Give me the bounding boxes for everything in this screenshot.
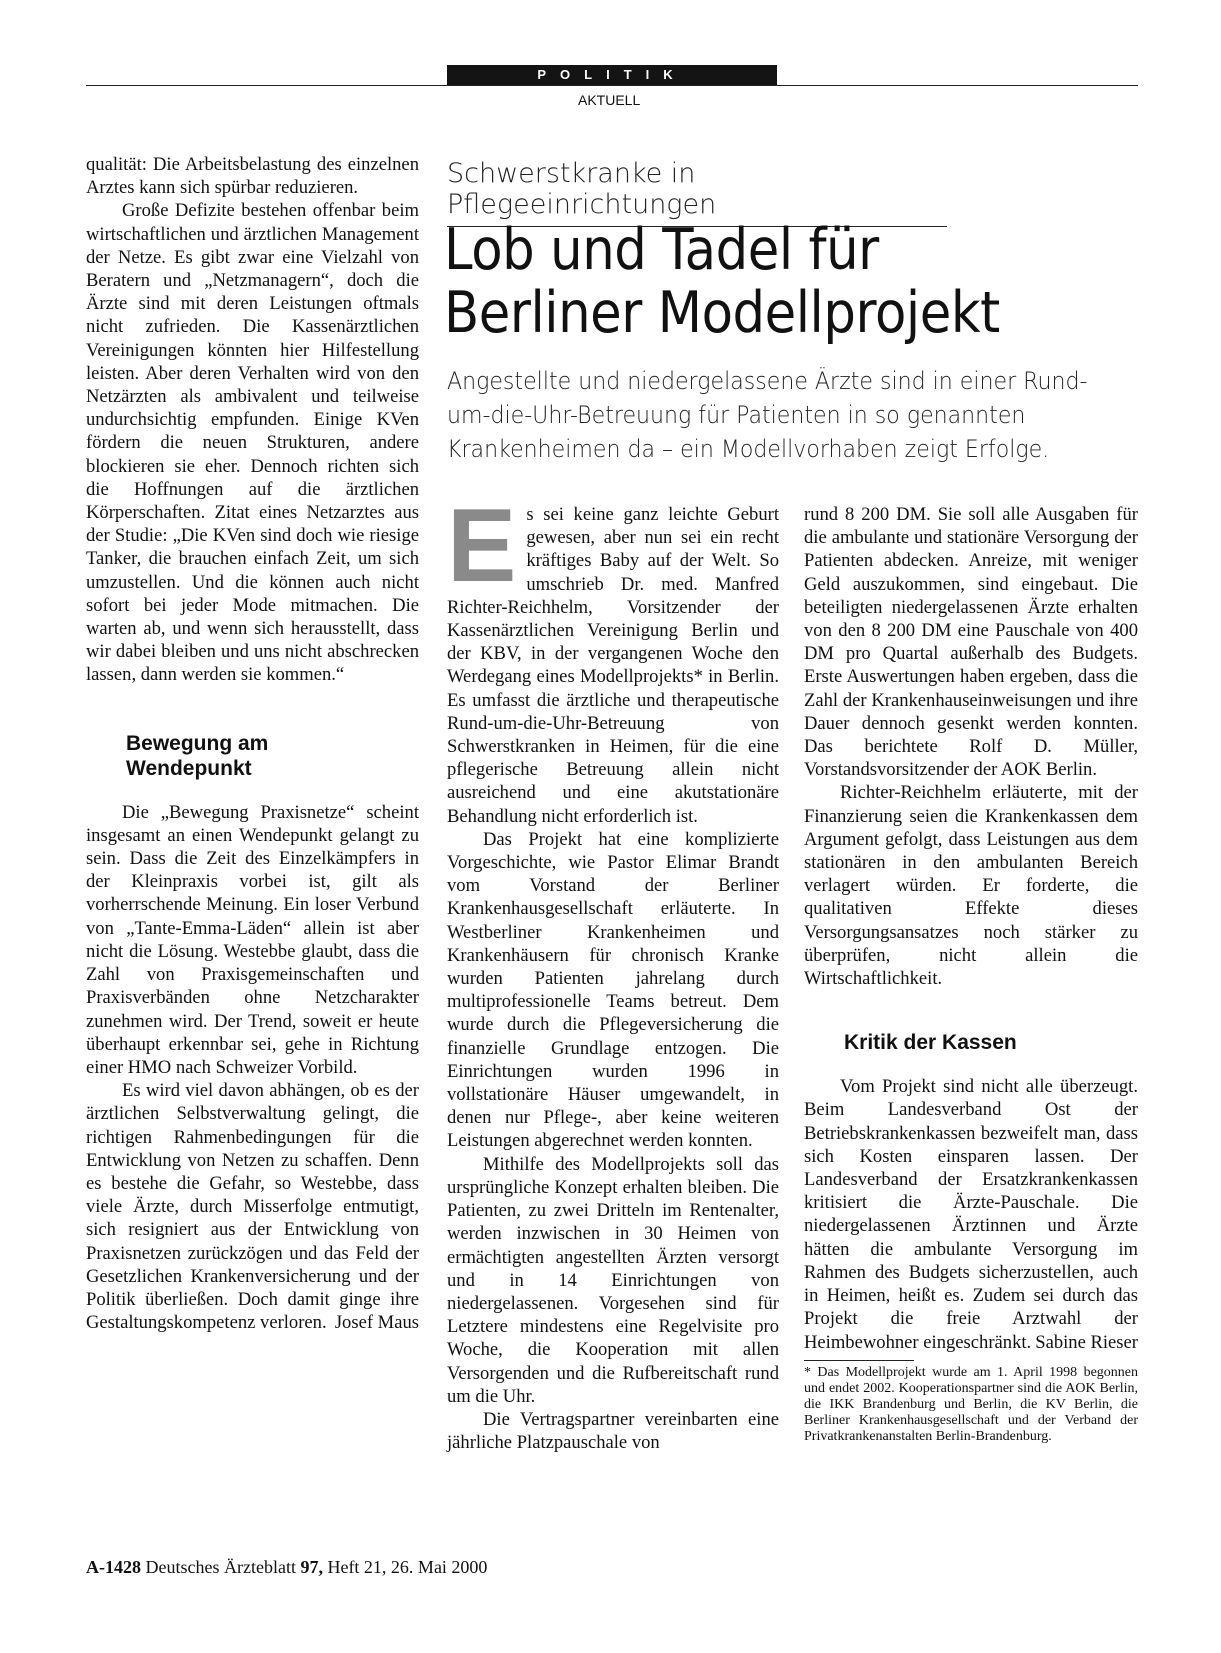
middle-column bbox=[447, 488, 779, 1454]
left-paragraph: Es wird viel davon abhängen, ob es der ärztlichen Selbstverwaltung gelingt, die richtigen Rahmenbedingungen für die Entwicklung von Netzen zu schaffen. Denn es bestehe die Gefahr, so Westebbe, dass viele Ärzte, durch Misserfolge entmutigt, sich resigniert aus der Entwicklung von Praxisnetzen zurückzögen und das Feld der Gesetzlichen Krankenversicherung und der Politik überließen. Doch damit ginge ihre Gestaltungskompetenz verloren. bbox=[86, 1080, 419, 1334]
headline-line: Lob und Tadel für bbox=[444, 217, 879, 283]
header-rule bbox=[86, 85, 1138, 86]
journal-volume: 97, bbox=[300, 1557, 323, 1577]
left-author: Josef Maus bbox=[334, 1312, 419, 1334]
subsection-label: AKTUELL bbox=[578, 92, 641, 108]
article-deck: Angestellte und niedergelassene Ärzte sind in einer Rund-um-die-Uhr-Betreuung für Patienten in so genannten Krankenheimen da – ein Modellvorhaben zeigt Erfolge. bbox=[447, 367, 1088, 463]
left-subhead: Bewegung am Wendepunkt bbox=[126, 731, 269, 780]
journal-issue: Heft 21, 26. Mai 2000 bbox=[327, 1557, 488, 1577]
right-subhead: Kritik der Kassen bbox=[844, 1031, 1017, 1055]
left-column bbox=[86, 153, 419, 1335]
section-label: POLITIK bbox=[447, 65, 777, 85]
article-paragraph: Das Projekt hat eine komplizierte Vorgeschichte, wie Pastor Elimar Brandt vom Vorstand der Berliner Krankenhausgesellschaft erläuterte. In Westberliner Krankenheimen und Krankenhäusern für chronisch Kranke wurden Patienten jahrelang durch multiprofessionelle Teams betreut. Dem wurde durch die Pflegeversicherung die finanzielle Grundlage entzogen. Die Einrichtungen wurden 1996 in vollstationäre Häuser umgewandelt, in denen nur Pflege-, aber keine weiteren Leistungen abgerechnet werden konnten. bbox=[447, 828, 779, 1152]
article-paragraph: Mithilfe des Modellprojekts soll das ursprüngliche Konzept erhalten bleiben. Die Patienten, zu zwei Dritteln im Rentenalter, werden inzwischen in 30 Heimen von ermächtigten angestellten Ärzten versorgt und in 14 Einrichtungen von niedergelassenen. Vorgesehen sind für Letztere mindestens eine Regelvisite pro Woche, die Kooperation mit allen Versorgenden und die Rufbereitschaft rund um die Uhr. bbox=[447, 1153, 779, 1407]
right-column bbox=[804, 503, 1138, 1445]
article-paragraph: rund 8 200 DM. Sie soll alle Ausgaben für die ambulante und stationäre Versorgung der Patienten abdecken. Anreize, mit weniger Geld auszukommen, sind eingebaut. Die beteiligten niedergelassenen Ärzte erhalten von den 8 200 DM eine Pauschale von 400 DM pro Quartal außerhalb des Budgets. Erste Auswertungen haben ergeben, dass die Zahl der Krankenhauseinweisungen und ihre Dauer dennoch gesenkt werden konnten. Das berichtete Rolf D. Müller, Vorstandsvorsitzender der AOK Berlin. bbox=[804, 504, 1138, 781]
page-number: A-1428 bbox=[86, 1557, 141, 1577]
article-headline bbox=[444, 219, 1074, 345]
footnote: * Das Modellprojekt wurde am 1. April 1998 begonnen und endet 2002. Kooperationspartner sind die AOK Berlin, die IKK Brandenburg und Berlin, die KV Berlin, die Berliner Krankenhausgesellschaft und der Verband der Privatkrankenanstalten Berlin-Brandenburg. bbox=[804, 1364, 1138, 1444]
article-author: Sabine Rieser bbox=[1035, 1331, 1138, 1353]
article-paragraph: Vom Projekt sind nicht alle überzeugt. Beim Landesverband Ost der Betriebskrankenkassen bezweifelt man, dass sich Kosten einsparen lassen. Der Landesverband der Ersatzkrankenkassen kritisiert die Ärzte-Pauschale. Die niedergelassenen Ärztinnen und Ärzte hätten die ambulante Versorgung im Rahmen des Budgets sicherzustellen, auch in Heimen, heißt es. Zudem sei durch das Projekt die freie Arztwahl der Heimbewohner eingeschränkt. bbox=[804, 1076, 1138, 1353]
dropcap: E bbox=[447, 488, 517, 604]
article-paragraph: Richter-Reichhelm erläuterte, mit der Finanzierung seien die Krankenkassen dem Argument gefolgt, dass Leistungen aus dem stationären in den ambulanten Bereich verlagert würden. Er forderte, die qualitativen Effekte dieses Versorgungsansatzes noch stärker zu überprüfen, nicht allein die Wirtschaftlichkeit. bbox=[804, 782, 1138, 990]
journal-name: Deutsches Ärzteblatt bbox=[145, 1557, 296, 1577]
headline-line: Berliner Modellprojekt bbox=[444, 280, 1000, 346]
left-paragraph: Große Defizite bestehen offenbar beim wirtschaftlichen und ärztlichen Management der Netze. Es gibt zwar eine Vielzahl von Beratern und „Netzmanagern“, doch die Ärzte sind mit deren Leistungen oftmals nicht zufrieden. Die Kassenärztlichen Vereinigungen könnten hier Hilfestellung leisten. Aber deren Verhalten wird von den Netzärzten als ambivalent und teilweise undurchsichtig empfunden. Einige KVen fördern die neuen Strukturen, andere blockieren sie eher. Dennoch richten sich die Hoffnungen auf die ärztlichen Körperschaften. Zitat eines Netzarztes aus der Studie: „Die KVen sind doch wie riesige Tanker, die brauchen einfach Zeit, um sich umzustellen. Und die können auch nicht sofort bei jeder Mode mitmachen. Die warten ab, und wenn sich herausstellt, dass wir dabei bleiben und uns nicht abschrecken lassen, dann werden sie kommen.“ bbox=[86, 200, 419, 686]
page-footer bbox=[86, 1557, 487, 1578]
left-paragraph: qualität: Die Arbeitsbelastung des einzelnen Arztes kann sich spürbar reduzieren. bbox=[86, 154, 419, 199]
footnote-rule bbox=[804, 1360, 914, 1361]
left-paragraph: Die „Bewegung Praxisnetze“ scheint insgesamt an einen Wendepunkt gelangt zu sein. Dass die Zeit des Einzelkämpfers in der Kleinpraxis vorbei ist, gilt als vorherrschende Meinung. Ein loser Verbund von „Tante-Emma-Läden“ allein ist aber nicht die Lösung. Westebbe glaubt, dass die Zahl von Praxisgemeinschaften und Praxisverbänden ohne Netzcharakter zunehmen wird. Der Trend, soweit er heute überhaupt erkennbar sei, gehe in Richtung einer HMO nach Schweizer Vorbild. bbox=[86, 801, 419, 1078]
article-paragraph: Die Vertragspartner vereinbarten eine jährliche Platzpauschale von bbox=[447, 1408, 779, 1454]
article-paragraph: s sei keine ganz leichte Geburt gewesen, aber nun sei ein recht kräftiges Baby auf der Welt. So umschrieb Dr. med. Manfred Richter-Reichhelm, Vorsitzender der Kassenärztlichen Vereinigung Berlin und der KBV, in der vergangenen Woche den Werdegang eines Modellprojekts* in Berlin. Es umfasst die ärztliche und therapeutische Rund-um-die-Uhr-Betreuung von Schwerstkranken in Heimen, für die eine pflegerische Betreuung allein nicht ausreichend und eine akutstationäre Behandlung nicht erforderlich ist. bbox=[447, 504, 779, 827]
article-kicker: Schwerstkranke in Pflegeeinrichtungen bbox=[447, 158, 947, 227]
